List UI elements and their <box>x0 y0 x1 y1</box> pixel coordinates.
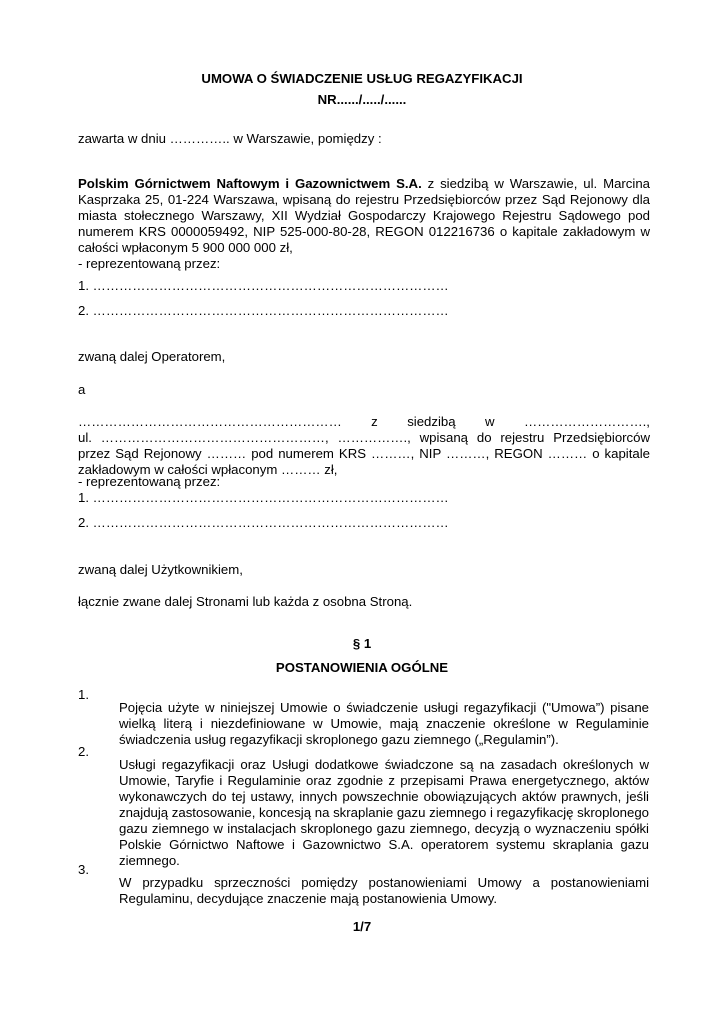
party1-rep1: 1. ……………………………………………………………………… <box>78 278 449 293</box>
party1-paragraph <box>78 176 650 256</box>
party2-word-z: z <box>371 414 378 429</box>
page-number: 1/7 <box>352 919 372 934</box>
item-text: W przypadku sprzeczności pomiędzy postanowieniami Umowy a postanowieniami Regulaminu, decydujące znaczenie mają postanowienia Umowy. <box>119 875 649 907</box>
party2-line1 <box>78 414 650 430</box>
parties-together: łącznie zwane dalej Stronami lub każda z osobna Stroną. <box>78 594 413 609</box>
item-number: 1. <box>78 687 89 702</box>
intro-line: zawarta w dniu ………….. w Warszawie, pomiędzy : <box>78 131 382 146</box>
party1-represented: - reprezentowaną przez: <box>78 256 221 271</box>
party2-called: zwaną dalej Użytkownikiem, <box>78 562 243 577</box>
party2-word-w: w <box>485 414 495 429</box>
party1-details: z siedzibą w Warszawie, ul. Marcina Kasprzaka 25, 01-224 Warszawa, wpisaną do rejestru Przedsiębiorców przez Sąd Rejonowy dla miasta stołecznego Warszawy, XII Wydział Gospodarczy Krajowego Rejestru Sądowego pod numerem KRS 0000059492, NIP 525-000-80-28, REGON 012216736 o kapitale zakładowym w całości wpłaconym 5 900 000 000 zł, <box>78 176 650 255</box>
party1-called: zwaną dalej Operatorem, <box>78 349 226 364</box>
section-number: § 1 <box>352 636 372 651</box>
item-number: 2. <box>78 744 89 759</box>
party2-city-blank: ………………………., <box>523 414 650 429</box>
contract-title: UMOWA O ŚWIADCZENIE USŁUG REGAZYFIKACJI <box>201 71 523 86</box>
section-title: POSTANOWIENIA OGÓLNE <box>275 660 449 675</box>
party2-rep2: 2. ……………………………………………………………………… <box>78 515 449 530</box>
party2-word-siedziba: siedzibą <box>407 414 456 429</box>
party2-represented: - reprezentowaną przez: <box>78 474 221 489</box>
party2-name-blank: …………………………………………………… <box>78 414 342 429</box>
contract-number: NR....../...../...... <box>317 92 407 107</box>
conjunction-and: a <box>78 382 86 397</box>
item-text: Usługi regazyfikacji oraz Usługi dodatkowe świadczone są na zasadach określonych w Umowie, Taryfie i Regulaminie oraz zgodnie z przepisami Prawa energetycznego, aktów wykonawczych do tej ustawy, innych powszechnie obowiązujących aktów prawnych, jeśli znajdują zastosowanie, koncesją na skraplanie gazu ziemnego i regazyfikację skroplonego gazu ziemnego w instalacjach skroplonego gazu ziemnego, decyzją o wyznaczeniu spółki Polskie Górnictwo Naftowe i Gazownictwo S.A. operatorem systemu skraplania gazu ziemnego. <box>119 757 650 869</box>
party1-name: Polskim Górnictwem Naftowym i Gazownictwem S.A. <box>78 176 422 191</box>
party1-rep2: 2. ……………………………………………………………………… <box>78 303 449 318</box>
item-text: Pojęcia użyte w niniejszej Umowie o świadczenie usługi regazyfikacji ("Umowa”) pisane wielką literą i niezdefiniowane w Umowie, mają znaczenie określone w Regulaminie świadczenia usług regazyfikacji skroplonego gazu ziemnego („Regulamin”). <box>119 700 649 748</box>
item-number: 3. <box>78 862 89 877</box>
party2-rep1: 1. ……………………………………………………………………… <box>78 490 449 505</box>
party2-details: ul. ……………………………………………, ……………., wpisaną do rejestru Przedsiębiorców przez Sąd Rejonowy ……… pod numerem KRS ………, NIP ………, REGON ……… o kapitale zakładowym w całości wpłaconym ……… zł, <box>78 430 650 477</box>
